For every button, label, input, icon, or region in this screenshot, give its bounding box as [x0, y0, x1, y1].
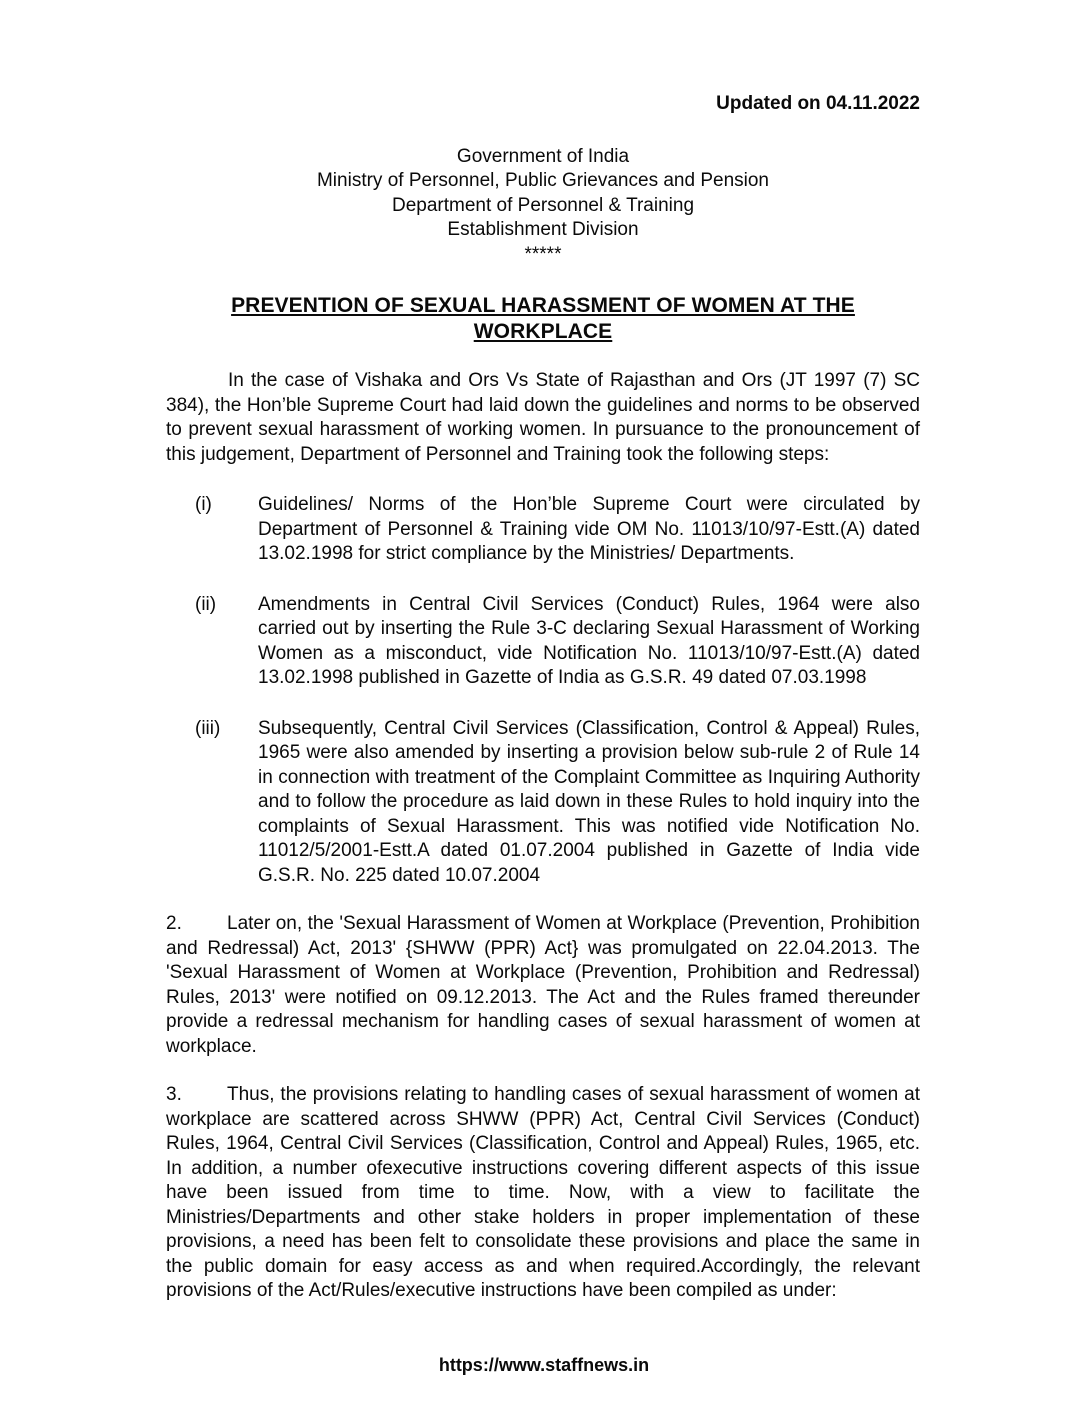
separator-stars: *****: [524, 243, 562, 265]
document-content: [166, 92, 920, 1304]
list-item-label: (ii): [195, 593, 217, 615]
list-item-iii: [166, 717, 920, 889]
paragraph-3: [166, 1083, 920, 1304]
org-header: [166, 145, 920, 268]
paragraph-text: Thus, the provisions relating to handling cases of sexual harassment of women at workplace are scattered across SHWW (PPR) Act, Central Civil Services (Conduct) Rules, 1964, Central Civil Services (Classification, Control and Appeal) Rules, 1965, etc. In addition, a number ofexecutive instructions covering different aspects of this issue have been issued from time to time. Now, with a view to facilitate the Ministries/Departments and other stake holders in proper implementation of these provisions, a need has been felt to consolidate these provisions and place the same in the public domain for easy access as and when required.Accordingly, the relevant provisions of the Act/Rules/executive instructions have been compiled as under:: [166, 1084, 920, 1301]
paragraph-2: [166, 912, 920, 1059]
intro-paragraph: In the case of Vishaka and Ors Vs State of Rajasthan and Ors (JT 1997 (7) SC 384), the Hon’ble Supreme Court had laid down the guidelines and norms to be observed to prevent sexual harassment of working women. In pursuance to the pronouncement of this judgement, Department of Personnel and Training took the following steps:: [166, 370, 920, 465]
steps-list: [166, 493, 920, 888]
org-line-department: Department of Personnel & Training: [391, 194, 695, 216]
list-item-text: Subsequently, Central Civil Services (Classification, Control & Appeal) Rules, 1965 were also amended by inserting a provision below sub-rule 2 of Rule 14 in connection with treatment of the Complaint Committee as Inquiring Authority and to follow the procedure as laid down in these Rules to hold inquiry into the complaints of Sexual Harassment. This was notified vide Notification No. 11012/5/2001-Estt.A dated 01.07.2004 published in Gazette of India vide G.S.R. No. 225 dated 10.07.2004: [258, 717, 920, 886]
paragraph-number: 2.: [166, 913, 182, 934]
org-line-ministry: Ministry of Personnel, Public Grievances and Pension: [316, 170, 769, 191]
list-item-i: [166, 493, 920, 567]
list-item-text: Amendments in Central Civil Services (Conduct) Rules, 1964 were also carried out by inserting the Rule 3-C declaring Sexual Harassment of Working Women as a misconduct, vide Notification No. 11013/10/97-Estt.(A) dated 13.02.1998 published in Gazette of India as G.S.R. 49 dated 07.03.1998: [258, 593, 920, 688]
paragraph-text: Later on, the 'Sexual Harassment of Women at Workplace (Prevention, Prohibition and Redressal) Act, 2013' {SHWW (PPR) Act} was promulgated on 22.04.2013. The 'Sexual Harassment of Women at Workplace (Prevention, Prohibition and Redressal) Rules, 2013' were notified on 09.12.2013. The Act and the Rules framed thereunder provide a redressal mechanism for handling cases of sexual harassment of women at workplace.: [166, 913, 920, 1057]
list-item-text: Guidelines/ Norms of the Hon’ble Supreme Court were circulated by Department of Personnel & Training vide OM No. 11013/10/97-Estt.(A) dated 13.02.1998 for strict compliance by the Ministries/ Departments.: [258, 494, 920, 564]
list-item-ii: [166, 593, 920, 691]
paragraph-number: 3.: [166, 1084, 182, 1105]
document-title: PREVENTION OF SEXUAL HARASSMENT OF WOMEN AT THE WORKPLACE: [231, 294, 855, 343]
list-item-label: (i): [195, 494, 212, 515]
org-line-government: Government of India: [456, 145, 630, 167]
org-line-division: Establishment Division: [447, 219, 639, 240]
updated-date: Updated on 04.11.2022: [716, 93, 920, 114]
footer-url: https://www.staffnews.in: [438, 1355, 650, 1375]
list-item-label: (iii): [195, 717, 221, 739]
